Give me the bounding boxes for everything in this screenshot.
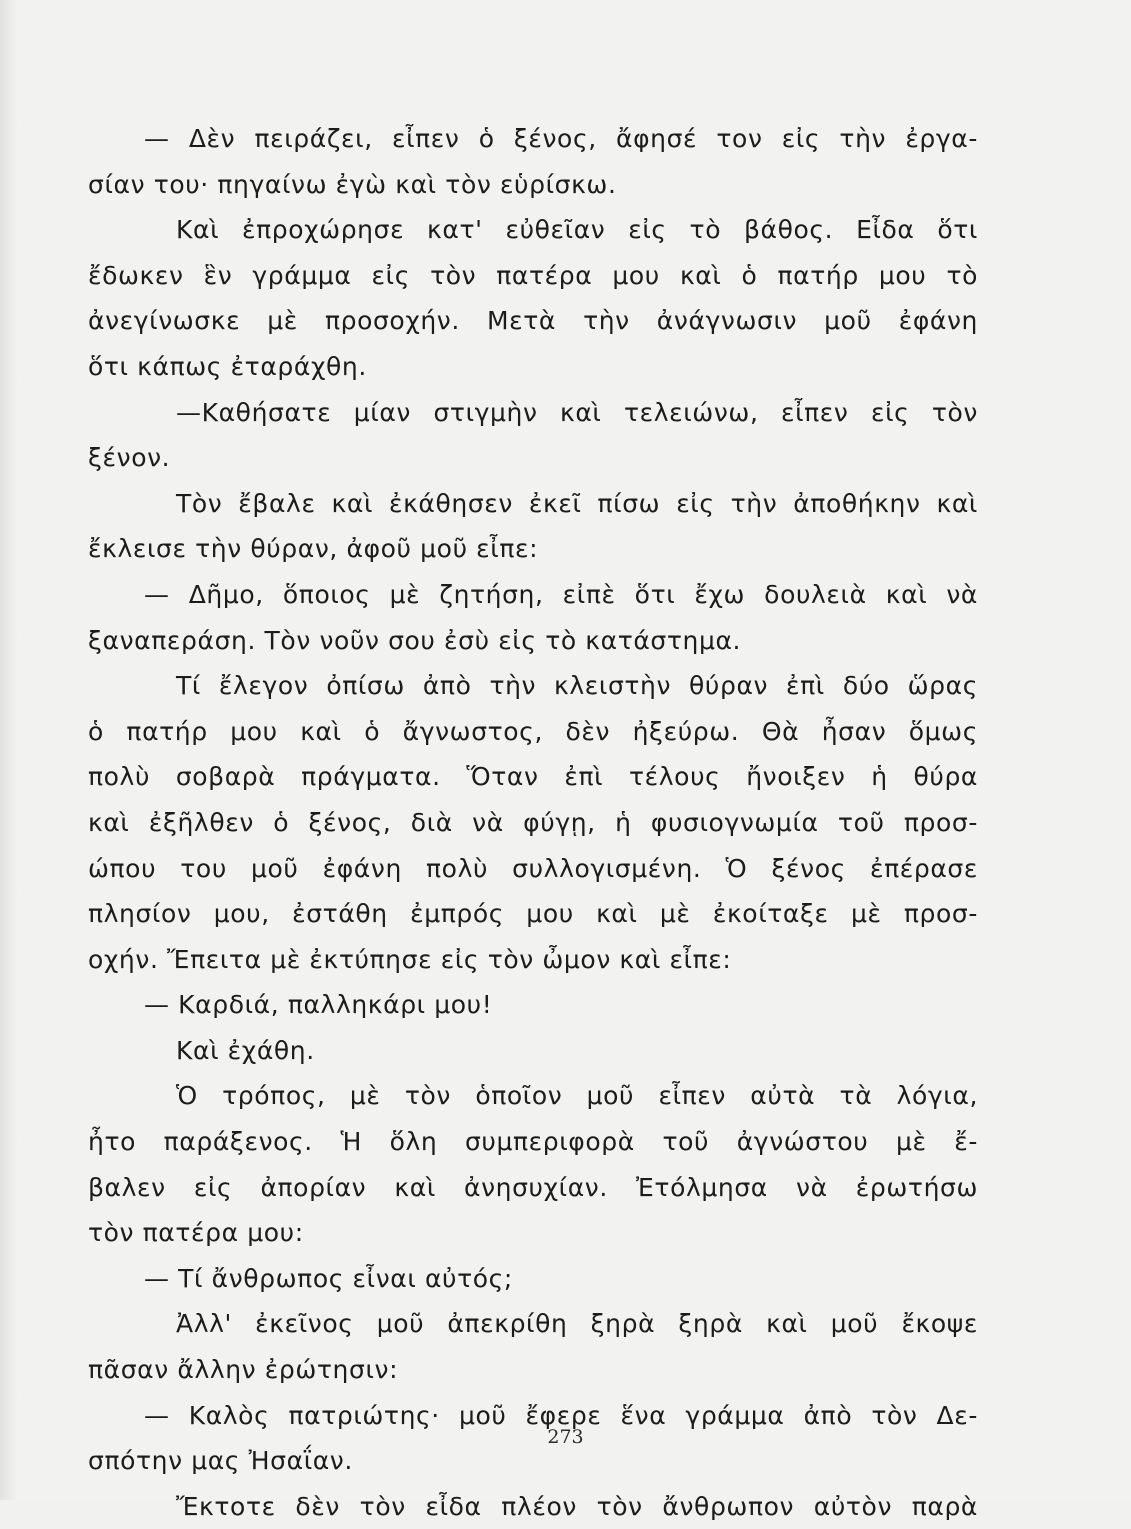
text-line: καὶ ἐξῆλθεν ὁ ξένος, διὰ νὰ φύγῃ, ἡ φυσιογνωμία τοῦ προσ- bbox=[88, 807, 978, 837]
text-line: ώπου του μοῦ ἐφάνη πολὺ συλλογισμένη. Ὁ ξένος ἐπέρασε bbox=[88, 853, 978, 883]
text-line: — Δῆμο, ὅποιος μὲ ζητήση, εἰπὲ ὅτι ἔχω δουλειὰ καὶ νὰ bbox=[144, 579, 978, 609]
text-line: — Καλὸς πατριώτης· μοῦ ἔφερε ἕνα γράμμα ἀπὸ τὸν Δε- bbox=[144, 1400, 978, 1430]
text-line: — Καρδιά, παλληκάρι μου! bbox=[144, 990, 493, 1020]
text-line: Τὸν ἔβαλε καὶ ἐκάθησεν ἐκεῖ πίσω εἰς τὴν ἀποθήκην καὶ bbox=[176, 488, 978, 518]
text-line: — Δὲν πειράζει, εἶπεν ὁ ξένος, ἄφησέ τον εἰς τὴν ἐργα- bbox=[144, 124, 978, 153]
text-line: ὅτι κάπως ἐταράχθη. bbox=[88, 351, 367, 381]
body-text bbox=[88, 116, 978, 1529]
text-line: πλησίον μου, ἐστάθη ἐμπρός μου καὶ μὲ ἐκοίταξε μὲ προσ- bbox=[88, 899, 978, 929]
text-line: Ὁ τρόπος, μὲ τὸν ὁποῖον μοῦ εἶπεν αὐτὰ τὰ λόγια, bbox=[176, 1081, 978, 1111]
text-line: Ἀλλ' ἐκεῖνος μοῦ ἀπεκρίθη ξηρὰ ξηρὰ καὶ μοῦ ἔκοψε bbox=[176, 1309, 978, 1339]
text-line: τὸν πατέρα μου: bbox=[88, 1218, 304, 1248]
text-line: ἔδωκεν ἓν γράμμα εἰς τὸν πατέρα μου καὶ ὁ πατήρ μου τὸ bbox=[88, 260, 978, 290]
text-line: σπότην μας Ἠσαΐαν. bbox=[88, 1446, 353, 1476]
text-line: Τί ἔλεγον ὀπίσω ἀπὸ τὴν κλειστὴν θύραν ἐπὶ δύο ὥρας bbox=[176, 671, 978, 701]
text-line: Ἔκτοτε δὲν τὸν εἶδα πλέον τὸν ἄνθρωπον αὐτὸν παρὰ bbox=[176, 1491, 978, 1521]
text-line: πολὺ σοβαρὰ πράγματα. Ὅταν ἐπὶ τέλους ἤνοιξεν ἡ θύρα bbox=[88, 762, 978, 792]
text-line: ξαναπεράση. Τὸν νοῦν σου ἐσὺ εἰς τὸ κατάστημα. bbox=[88, 625, 742, 655]
text-line: οχήν. Ἔπειτα μὲ ἐκτύπησε εἰς τὸν ὦμον καὶ εἶπε: bbox=[88, 944, 732, 974]
text-line: Καὶ ἐπροχώρησε κατ' εὐθεῖαν εἰς τὸ βάθος. Εἶδα ὅτι bbox=[176, 215, 978, 245]
text-line: ξένον. bbox=[88, 443, 171, 473]
page-number: 273 bbox=[547, 1426, 584, 1448]
text-line: ἦτο παράξενος. Ἡ ὅλη συμπεριφορὰ τοῦ ἀγνώστου μὲ ἔ- bbox=[88, 1127, 978, 1157]
gutter-shadow bbox=[0, 0, 18, 1500]
text-line: — Τί ἄνθρωπος εἶναι αὐτός; bbox=[144, 1263, 513, 1293]
text-line: Καὶ ἐχάθη. bbox=[176, 1035, 315, 1065]
text-line: ὁ πατήρ μου καὶ ὁ ἄγνωστος, δὲν ἠξεύρω. Θὰ ἦσαν ὅμως bbox=[88, 716, 978, 746]
text-line: ἔκλεισε τὴν θύραν, ἀφοῦ μοῦ εἶπε: bbox=[88, 534, 539, 564]
text-line: σίαν του· πηγαίνω ἐγὼ καὶ τὸν εὑρίσκω. bbox=[88, 169, 617, 199]
text-line: πᾶσαν ἄλλην ἐρώτησιν: bbox=[88, 1355, 399, 1385]
text-line: βαλεν εἰς ἀπορίαν καὶ ἀνησυχίαν. Ἐτόλμησα νὰ ἐρωτήσω bbox=[88, 1172, 978, 1202]
text-line: ἀνεγίνωσκε μὲ προσοχήν. Μετὰ τὴν ἀνάγνωσιν μοῦ ἐφάνη bbox=[88, 306, 978, 336]
text-line: —Καθήσατε μίαν στιγμὴν καὶ τελειώνω, εἶπεν εἰς τὸν bbox=[176, 397, 978, 427]
